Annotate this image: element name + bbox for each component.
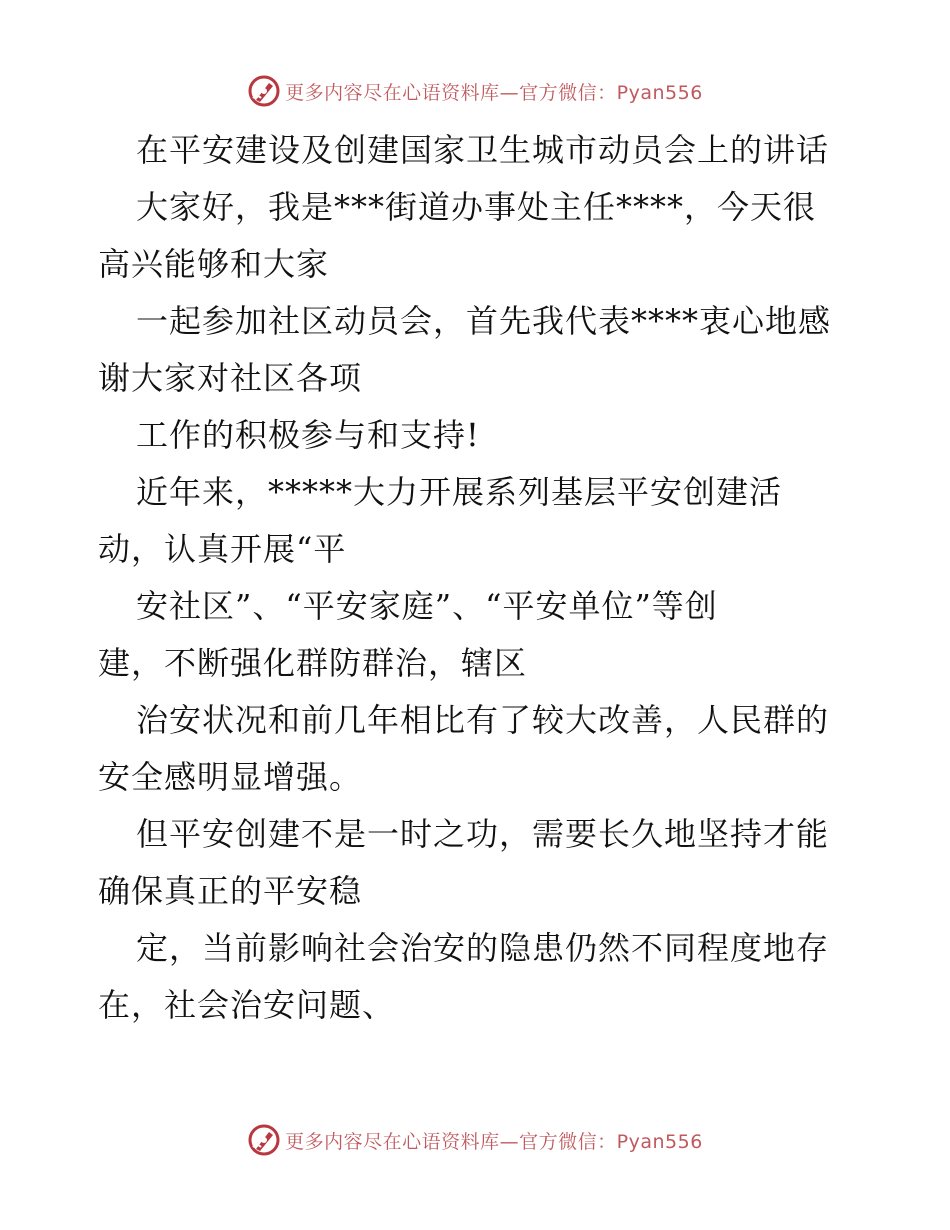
text-line: 定，当前影响社会治安的隐患仍然不同程度地存 bbox=[136, 929, 830, 967]
text-line: 大家好，我是***街道办事处主任****，今天很 bbox=[136, 188, 817, 226]
text-line: 治安状况和前几年相比有了较大改善，人民群的 bbox=[136, 701, 830, 739]
quill-logo-icon bbox=[247, 1123, 281, 1157]
text-line: 在平安建设及创建国家卫生城市动员会上的讲话 bbox=[136, 131, 830, 169]
footer-banner bbox=[0, 1120, 950, 1160]
footer-separator: — bbox=[499, 1130, 520, 1153]
footer-site-text: 更多内容尽在心语资料库 bbox=[285, 1130, 500, 1153]
footer-banner-text bbox=[285, 1127, 703, 1154]
text-line: 工作的积极参与和支持! bbox=[136, 416, 480, 454]
text-line: 谢大家对社区各项 bbox=[98, 359, 363, 397]
text-line: 高兴能够和大家 bbox=[98, 245, 330, 283]
header-banner bbox=[0, 71, 950, 111]
footer-contact-text: 官方微信：Pyan556 bbox=[519, 1130, 703, 1153]
document-body bbox=[98, 122, 858, 1034]
text-line: 一起参加社区动员会，首先我代表****衷心地感 bbox=[136, 302, 832, 340]
header-contact-text: 官方微信：Pyan556 bbox=[519, 81, 703, 104]
header-separator: — bbox=[499, 81, 520, 104]
text-line: 动，认真开展“平 bbox=[98, 530, 347, 568]
text-line: 在，社会治安问题、 bbox=[98, 986, 396, 1024]
text-line: 确保真正的平安稳 bbox=[98, 872, 363, 910]
header-site-text: 更多内容尽在心语资料库 bbox=[285, 81, 500, 104]
text-line: 安全感明显增强。 bbox=[98, 758, 363, 796]
header-banner-text bbox=[285, 78, 703, 105]
text-line: 近年来，*****大力开展系列基层平安创建活 bbox=[136, 473, 783, 511]
text-line: 建，不断强化群防群治，辖区 bbox=[98, 644, 528, 682]
text-line: 但平安创建不是一时之功，需要长久地坚持才能 bbox=[136, 815, 830, 853]
quill-logo-icon bbox=[247, 74, 281, 108]
text-line: 安社区”、“平安家庭”、“平安单位”等创 bbox=[136, 587, 718, 625]
